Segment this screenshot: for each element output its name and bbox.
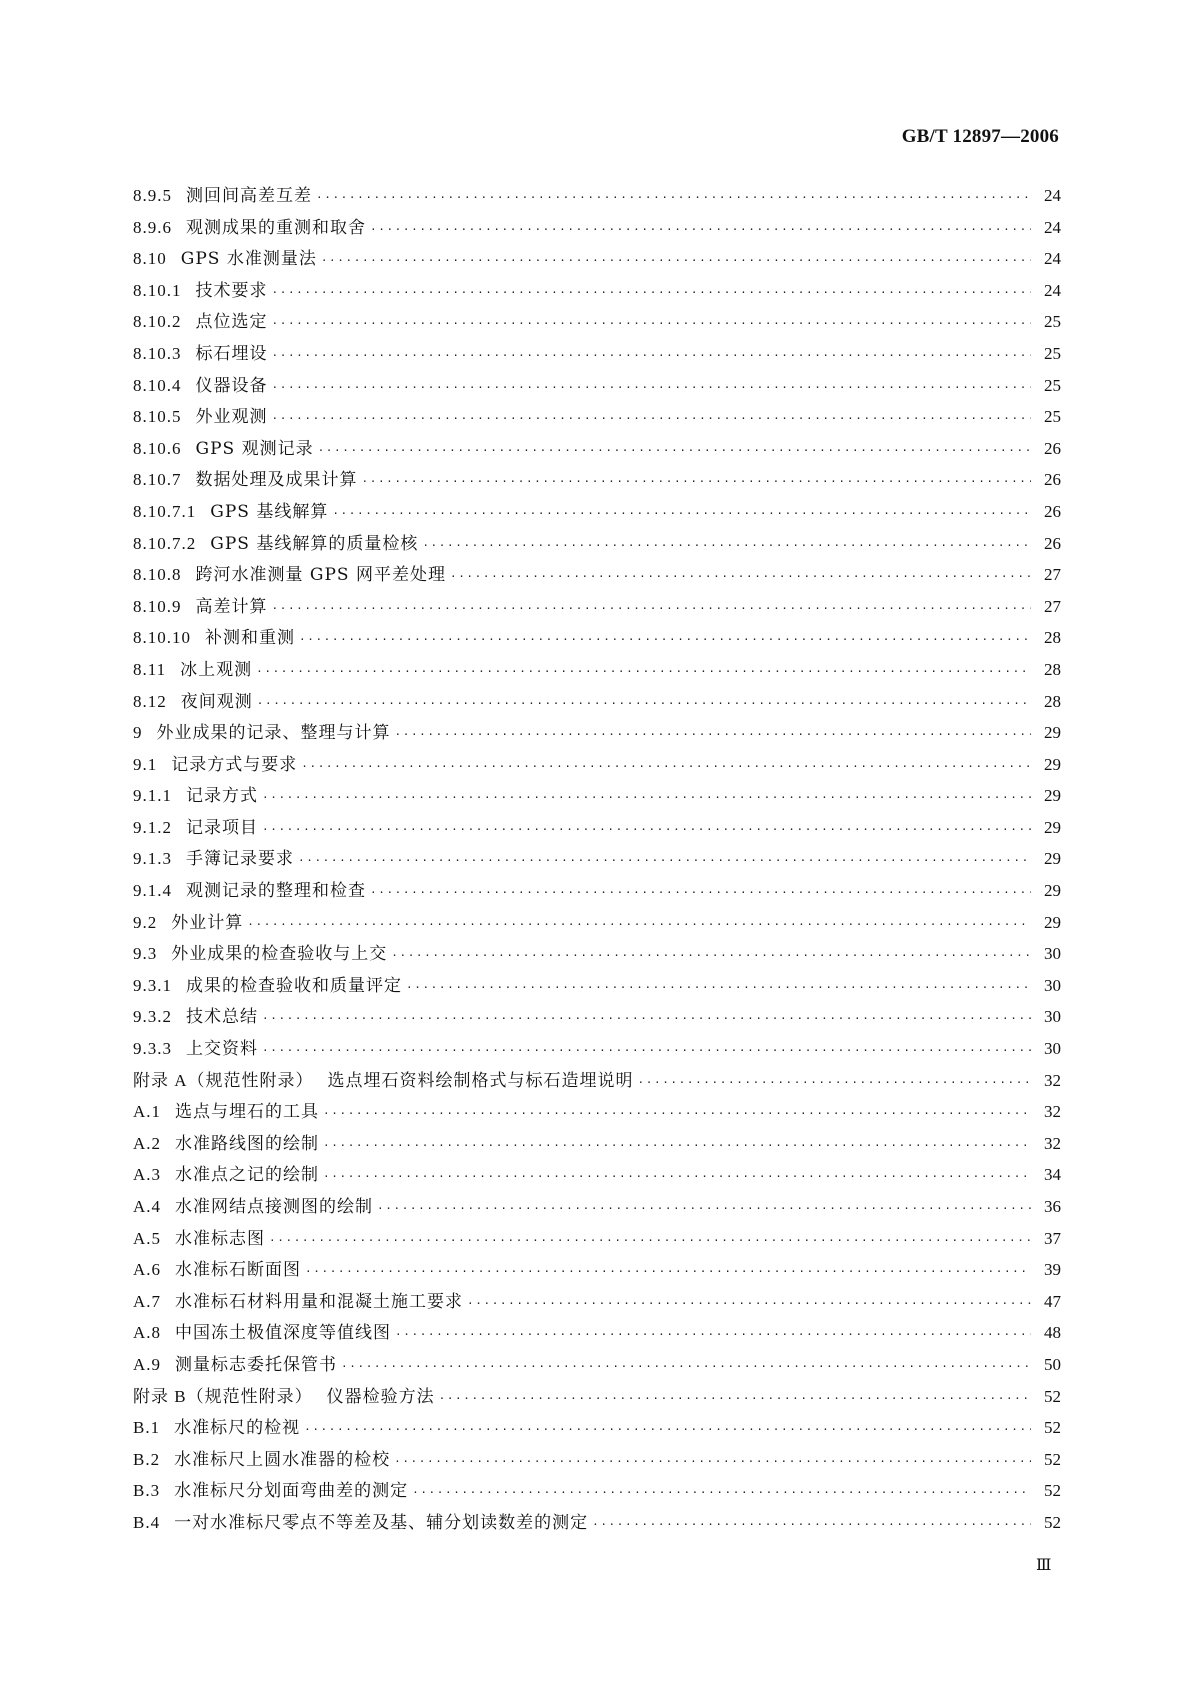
toc-entry-page: 27 — [1044, 596, 1061, 616]
toc-leader-dots — [362, 466, 1032, 498]
toc-entry-title: 技术总结 — [186, 1007, 258, 1028]
toc-leader-dots — [332, 498, 1031, 530]
toc-entry-number: 8.10.1 — [133, 280, 182, 300]
page-number: Ⅲ — [1036, 1557, 1052, 1574]
toc-entry-number: 8.10.10 — [133, 628, 191, 648]
toc-entry — [133, 1286, 1061, 1318]
toc-entry — [133, 1096, 1061, 1128]
toc-entry-number: 8.9.5 — [133, 186, 172, 205]
toc-entry-page: 29 — [1044, 723, 1061, 743]
toc-entry-number: A.2 — [133, 1133, 162, 1153]
toc-leader-dots — [262, 782, 1031, 814]
toc-entry-number: A.4 — [133, 1197, 162, 1216]
toc-leader-dots — [272, 277, 1032, 309]
toc-entry — [133, 1128, 1061, 1160]
toc-entry-number: 8.12 — [133, 691, 167, 711]
toc-entry-text — [133, 843, 294, 876]
toc-entry-title: 标石埋设 — [195, 343, 268, 364]
toc-entry-text — [133, 1191, 373, 1224]
toc-entry-number: 9.1.4 — [133, 881, 172, 901]
toc-entry — [133, 1381, 1061, 1413]
toc-entry — [133, 875, 1061, 907]
toc-entry-page: 24 — [1044, 249, 1061, 269]
toc-entry-page: 26 — [1044, 501, 1061, 521]
toc-leader-dots — [395, 1319, 1031, 1351]
toc-entry-page: 28 — [1044, 628, 1061, 648]
toc-entry-title: 水准标尺上圆水准器的检校 — [174, 1449, 391, 1470]
toc-entry-number: 8.10.6 — [133, 438, 182, 458]
toc-entry-page: 48 — [1044, 1323, 1061, 1343]
toc-entry-page: 28 — [1044, 691, 1061, 711]
toc-entry-number: 9.2 — [133, 912, 158, 932]
toc-leader-dots — [272, 593, 1032, 625]
toc-entry-text — [133, 1286, 463, 1319]
toc-entry-title: 成果的检查验收和质量评定 — [186, 975, 402, 996]
toc-entry — [133, 717, 1061, 749]
toc-entry-number: 9.1.2 — [133, 817, 172, 837]
toc-entry-title: 外业成果的记录、整理与计算 — [156, 723, 391, 744]
toc-entry — [133, 180, 1061, 212]
toc-leader-dots — [298, 845, 1031, 877]
toc-entry — [133, 1317, 1061, 1349]
toc-entry-text — [133, 1507, 588, 1540]
toc-leader-dots — [592, 1509, 1031, 1541]
toc-entry-title: GPS 基线解算 — [210, 501, 329, 522]
toc-entry-text — [133, 1223, 265, 1256]
toc-leader-dots — [370, 877, 1031, 909]
toc-entry — [133, 212, 1061, 244]
toc-entry — [133, 370, 1061, 402]
toc-entry-title: 点位选定 — [195, 312, 268, 333]
toc-entry-page: 28 — [1044, 659, 1061, 679]
toc-entry — [133, 654, 1061, 686]
toc-entry-text — [133, 686, 253, 719]
toc-leader-dots — [305, 1256, 1031, 1288]
toc-entry-title: 水准点之记的绘制 — [175, 1165, 320, 1186]
toc-entry — [133, 907, 1061, 939]
toc-leader-dots — [272, 340, 1032, 372]
toc-entry-text — [133, 1065, 634, 1098]
toc-leader-dots — [272, 308, 1032, 340]
toc-entry-title: 记录方式 — [186, 786, 258, 807]
toc-entry-page: 29 — [1044, 817, 1061, 837]
toc-entry-number: 8.10.4 — [133, 375, 182, 395]
toc-entry-page: 29 — [1044, 786, 1061, 806]
toc-entry-title: 水准标尺分划面弯曲差的测定 — [174, 1481, 409, 1502]
toc-entry-title: 水准标石断面图 — [175, 1260, 302, 1281]
toc-entry-text — [133, 1349, 337, 1382]
toc-entry — [133, 1507, 1061, 1539]
toc-entry-text — [133, 370, 268, 403]
toc-leader-dots — [318, 435, 1031, 467]
toc-entry-page: 52 — [1044, 1481, 1061, 1501]
toc-entry-number: 8.10.7 — [133, 470, 182, 490]
toc-leader-dots — [370, 214, 1031, 246]
toc-entry-page: 47 — [1044, 1291, 1061, 1311]
toc-entry-page: 37 — [1044, 1228, 1061, 1248]
toc-leader-dots — [301, 751, 1031, 783]
toc-entry — [133, 1254, 1061, 1286]
toc-leader-dots — [406, 972, 1031, 1004]
toc-entry-text — [133, 275, 268, 308]
toc-entry-page: 30 — [1044, 975, 1061, 995]
toc-entry-text — [133, 970, 402, 1003]
toc-entry — [133, 749, 1061, 781]
toc-entry-number: 附录 B（规范性附录） — [133, 1386, 313, 1406]
toc-entry — [133, 559, 1061, 591]
toc-entry-text — [133, 812, 258, 845]
toc-entry-text — [133, 496, 328, 529]
toc-entry — [133, 622, 1061, 654]
toc-entry-page: 24 — [1044, 280, 1061, 300]
toc-entry-title: 补测和重测 — [205, 628, 295, 649]
toc-entry — [133, 812, 1061, 844]
toc-entry — [133, 591, 1061, 623]
toc-entry-text — [133, 907, 243, 940]
toc-leader-dots — [316, 182, 1031, 214]
toc-entry — [133, 1223, 1061, 1255]
toc-entry-number: A.8 — [133, 1323, 162, 1343]
toc-entry-title: 一对水准标尺零点不等差及基、辅分划读数差的测定 — [174, 1512, 589, 1533]
toc-entry-number: 9 — [133, 723, 143, 743]
toc-entry-title: 水准标志图 — [175, 1228, 266, 1249]
toc-entry-number: 8.9.6 — [133, 217, 172, 237]
toc-entry — [133, 1065, 1061, 1097]
toc-entry-number: 8.10.2 — [133, 312, 182, 332]
toc-entry-text — [133, 212, 366, 245]
toc-entry-number: A.6 — [133, 1260, 162, 1280]
toc-entry-title: GPS 水准测量法 — [180, 249, 317, 270]
toc-entry — [133, 401, 1061, 433]
toc-entry-title: 记录项目 — [186, 817, 258, 838]
toc-entry-number: B.1 — [133, 1418, 161, 1438]
toc-entry-page: 39 — [1044, 1260, 1061, 1280]
toc-entry-page: 24 — [1044, 217, 1061, 237]
toc-entry-page: 26 — [1044, 438, 1061, 458]
toc-entry — [133, 686, 1061, 718]
toc-entry-number: 附录 A（规范性附录） — [133, 1070, 314, 1090]
toc-entry-page: 36 — [1044, 1197, 1061, 1216]
toc-leader-dots — [422, 530, 1031, 562]
toc-entry-title: 高差计算 — [195, 596, 268, 617]
toc-entry-text — [133, 875, 366, 908]
toc-entry-text — [133, 528, 418, 561]
toc-entry-title: 记录方式与要求 — [171, 754, 298, 775]
table-of-contents — [133, 180, 1061, 1539]
toc-entry — [133, 275, 1061, 307]
toc-leader-dots — [323, 1130, 1031, 1162]
toc-leader-dots — [323, 1161, 1031, 1193]
toc-leader-dots — [256, 656, 1031, 688]
toc-leader-dots — [377, 1193, 1031, 1225]
toc-entry-number: A.9 — [133, 1354, 162, 1374]
toc-entry — [133, 780, 1061, 812]
toc-entry — [133, 306, 1061, 338]
toc-entry-page: 32 — [1044, 1102, 1061, 1122]
toc-leader-dots — [321, 245, 1031, 277]
toc-entry-page: 25 — [1044, 312, 1061, 332]
toc-entry-title: 技术要求 — [195, 280, 268, 301]
toc-entry — [133, 1159, 1061, 1191]
toc-entry-page: 50 — [1044, 1354, 1061, 1374]
toc-entry-number: 8.11 — [133, 659, 167, 679]
toc-entry-number: 9.3.1 — [133, 975, 172, 995]
toc-entry-title: 水准网结点接测图的绘制 — [175, 1197, 374, 1217]
toc-entry-page: 27 — [1044, 565, 1061, 585]
toc-entry-page: 34 — [1044, 1165, 1061, 1185]
toc-entry-text — [133, 306, 268, 339]
toc-entry-number: A.5 — [133, 1228, 162, 1248]
toc-entry-page: 30 — [1044, 1007, 1061, 1027]
toc-entry-text — [133, 654, 252, 687]
toc-entry-text — [133, 1381, 435, 1414]
toc-entry-number: B.3 — [133, 1481, 161, 1501]
toc-entry — [133, 433, 1061, 465]
toc-entry-title: GPS 基线解算的质量检核 — [210, 533, 419, 554]
toc-leader-dots — [262, 1035, 1031, 1067]
toc-entry — [133, 1444, 1061, 1476]
toc-entry-number: 9.1 — [133, 754, 158, 774]
toc-entry-title: 手簿记录要求 — [186, 849, 294, 870]
toc-leader-dots — [412, 1477, 1031, 1509]
toc-entry — [133, 464, 1061, 496]
toc-leader-dots — [391, 940, 1031, 972]
toc-entry-text — [133, 1096, 319, 1129]
toc-entry-text — [133, 1444, 390, 1477]
toc-entry-number: B.2 — [133, 1449, 161, 1469]
toc-entry-title: 外业观测 — [195, 407, 268, 428]
toc-entry — [133, 938, 1061, 970]
toc-entry-number: 8.10 — [133, 249, 167, 269]
toc-leader-dots — [394, 1446, 1031, 1478]
toc-entry-page: 52 — [1044, 1386, 1061, 1406]
toc-entry-title: 跨河水准测量 GPS 网平差处理 — [195, 565, 446, 586]
toc-leader-dots — [304, 1414, 1031, 1446]
toc-entry-text — [133, 559, 446, 592]
toc-entry-title: 外业计算 — [171, 912, 244, 933]
toc-entry-title: 夜间观测 — [180, 691, 253, 712]
toc-entry-text — [133, 1412, 300, 1445]
toc-entry-title: 测回间高差互差 — [186, 186, 312, 206]
toc-entry-title: 水准标石材料用量和混凝土施工要求 — [175, 1291, 464, 1312]
toc-entry-text — [133, 1128, 319, 1161]
toc-entry — [133, 496, 1061, 528]
toc-leader-dots — [467, 1288, 1031, 1320]
toc-entry-text — [133, 401, 268, 434]
toc-entry-text — [133, 1033, 258, 1066]
toc-entry-text — [133, 780, 258, 813]
toc-entry — [133, 1412, 1061, 1444]
toc-entry-text — [133, 938, 387, 971]
toc-leader-dots — [638, 1067, 1031, 1099]
toc-entry-title: 冰上观测 — [180, 659, 253, 680]
toc-entry-title: 水准路线图的绘制 — [175, 1133, 320, 1154]
toc-entry-number: A.1 — [133, 1102, 162, 1122]
toc-entry-title: 仪器检验方法 — [326, 1386, 435, 1407]
toc-entry — [133, 970, 1061, 1002]
toc-leader-dots — [323, 1098, 1031, 1130]
toc-entry-page: 26 — [1044, 470, 1061, 490]
toc-leader-dots — [450, 561, 1031, 593]
toc-entry — [133, 1349, 1061, 1381]
toc-entry-title: 中国冻土极值深度等值线图 — [175, 1323, 392, 1344]
toc-entry-text — [133, 464, 358, 497]
toc-entry-number: 9.3.2 — [133, 1007, 172, 1027]
toc-entry — [133, 338, 1061, 370]
toc-entry-page: 29 — [1044, 881, 1061, 901]
toc-entry-title: 外业成果的检查验收与上交 — [171, 944, 388, 965]
toc-entry-text — [133, 1475, 408, 1508]
toc-entry — [133, 528, 1061, 560]
toc-entry-page: 30 — [1044, 1039, 1061, 1059]
toc-entry-text — [133, 433, 314, 466]
toc-entry-number: 8.10.7.2 — [133, 533, 197, 553]
standard-code: GB/T 12897—2006 — [901, 126, 1059, 147]
toc-leader-dots — [299, 624, 1031, 656]
toc-entry-number: A.7 — [133, 1291, 162, 1311]
toc-entry-page: 52 — [1044, 1449, 1061, 1469]
toc-entry-text — [133, 1317, 391, 1350]
toc-entry — [133, 1033, 1061, 1065]
toc-entry-text — [133, 1001, 258, 1034]
toc-entry-page: 25 — [1044, 375, 1061, 395]
toc-entry-page: 52 — [1044, 1418, 1061, 1438]
toc-leader-dots — [262, 1003, 1031, 1035]
toc-entry-text — [133, 180, 312, 213]
toc-entry-number: A.3 — [133, 1165, 162, 1185]
toc-entry-number: B.4 — [133, 1512, 161, 1532]
toc-leader-dots — [262, 814, 1031, 846]
toc-entry — [133, 1475, 1061, 1507]
toc-leader-dots — [395, 719, 1032, 751]
toc-entry-number: 8.10.9 — [133, 596, 182, 616]
toc-leader-dots — [272, 403, 1032, 435]
toc-entry-text — [133, 622, 295, 655]
toc-entry — [133, 1001, 1061, 1033]
toc-entry-text — [133, 1159, 319, 1192]
toc-entry-text — [133, 338, 268, 371]
toc-entry-page: 29 — [1044, 849, 1061, 869]
toc-entry-page: 30 — [1044, 944, 1061, 964]
toc-entry-page: 32 — [1044, 1133, 1061, 1153]
toc-entry-title: 选点与埋石的工具 — [175, 1102, 320, 1123]
toc-entry — [133, 243, 1061, 275]
toc-entry-title: 观测成果的重测和取舍 — [186, 217, 366, 238]
toc-entry-number: 8.10.5 — [133, 407, 182, 427]
toc-entry-page: 24 — [1044, 186, 1061, 205]
toc-entry-text — [133, 591, 268, 624]
toc-entry-text — [133, 1254, 301, 1287]
toc-leader-dots — [272, 372, 1032, 404]
toc-entry-page: 29 — [1044, 912, 1061, 932]
toc-entry-text — [133, 243, 317, 276]
toc-entry-number: 9.3 — [133, 944, 158, 964]
toc-entry-page: 32 — [1044, 1070, 1061, 1090]
toc-leader-dots — [341, 1351, 1031, 1383]
toc-entry-title: 选点埋石资料绘制格式与标石造埋说明 — [327, 1070, 634, 1091]
toc-entry-page: 29 — [1044, 754, 1061, 774]
toc-entry-page: 25 — [1044, 343, 1061, 363]
toc-entry — [133, 1191, 1061, 1223]
toc-entry-number: 9.1.3 — [133, 849, 172, 869]
toc-entry-title: 水准标尺的检视 — [174, 1418, 301, 1439]
toc-entry-number: 9.3.3 — [133, 1039, 172, 1059]
toc-leader-dots — [257, 688, 1031, 720]
toc-entry-text — [133, 717, 391, 750]
toc-entry — [133, 843, 1061, 875]
toc-leader-dots — [247, 909, 1031, 941]
toc-entry-page: 26 — [1044, 533, 1061, 553]
toc-entry-number: 8.10.8 — [133, 565, 182, 585]
toc-entry-title: 上交资料 — [186, 1039, 258, 1060]
toc-entry-title: GPS 观测记录 — [195, 438, 314, 459]
toc-entry-number: 8.10.7.1 — [133, 501, 197, 521]
toc-entry-title: 观测记录的整理和检查 — [186, 881, 366, 902]
toc-leader-dots — [269, 1225, 1031, 1257]
toc-entry-title: 测量标志委托保管书 — [175, 1354, 338, 1375]
toc-entry-title: 仪器设备 — [195, 375, 268, 396]
toc-entry-title: 数据处理及成果计算 — [195, 470, 358, 491]
toc-entry-page: 52 — [1044, 1512, 1061, 1532]
toc-entry-page: 25 — [1044, 407, 1061, 427]
toc-entry-number: 8.10.3 — [133, 343, 182, 363]
toc-entry-text — [133, 749, 297, 782]
toc-leader-dots — [439, 1383, 1031, 1415]
toc-entry-number: 9.1.1 — [133, 786, 172, 806]
